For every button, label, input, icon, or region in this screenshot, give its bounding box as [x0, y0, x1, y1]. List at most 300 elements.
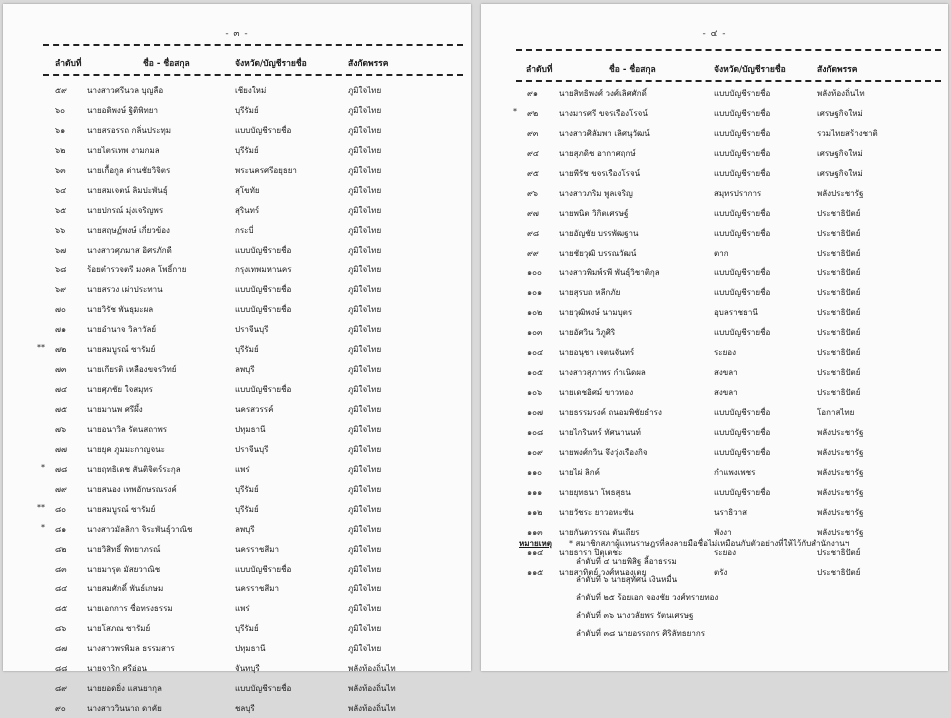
table-row	[481, 123, 948, 143]
row-party: ภูมิใจไทย	[348, 424, 382, 434]
row-number: ๘๘	[55, 664, 68, 674]
row-name: นายยุทธนา โพธสุธน	[559, 487, 631, 497]
table-row	[3, 339, 471, 359]
row-province: บุรีรัมย์	[235, 504, 259, 514]
row-number: ๗๓	[55, 365, 67, 375]
row-province: ปราจีนบุรี	[235, 325, 269, 335]
row-party: ภูมิใจไทย	[348, 185, 382, 195]
table-row	[3, 578, 471, 598]
row-number: ๑๐๑	[527, 288, 543, 298]
table-row	[3, 638, 471, 658]
row-name: นายวัชระ ยาวอหะซัน	[559, 507, 634, 517]
row-number: ๘๓	[55, 564, 67, 574]
row-party: ภูมิใจไทย	[348, 504, 382, 514]
row-party: โอกาสไทย	[817, 408, 855, 417]
row-number: ๗๐	[55, 305, 66, 315]
table-row	[3, 379, 471, 399]
row-name: นางสาวศรีนวล บุญลือ	[87, 86, 164, 95]
row-party: ภูมิใจไทย	[348, 305, 382, 315]
row-name: นายเดชอิศม์ ขาวทอง	[559, 388, 634, 398]
row-province: สุโขทัย	[235, 185, 260, 195]
row-province: แบบบัญชีรายชื่อ	[714, 487, 771, 497]
row-party: พลังประชารัฐ	[817, 467, 864, 477]
row-name: นางสาวศุภมาส อิศรภักดี	[87, 245, 172, 255]
table-row	[3, 160, 471, 180]
row-name: นายธรรมรงค์ ถนอมพิชัยธำรง	[559, 408, 662, 417]
table-row	[3, 319, 471, 339]
row-number: ๖๕	[55, 205, 67, 215]
row-party: ประชาธิปัตย์	[817, 368, 861, 378]
row-party: ภูมิใจไทย	[348, 484, 382, 494]
row-number: ๖๓	[55, 165, 66, 175]
row-number: ๖๗	[55, 245, 67, 255]
table-row	[481, 462, 948, 482]
header-province: จังหวัด/บัญชีรายชื่อ	[714, 65, 786, 75]
row-province: สงขลา	[714, 368, 738, 378]
row-province: กำแพงเพชร	[714, 467, 756, 477]
row-name: นายไกรินทร์ ทัศนานนท์	[559, 427, 641, 437]
row-number: ๕๙	[55, 86, 67, 95]
row-province: พระนครศรีอยุธยา	[235, 165, 297, 175]
row-province: แบบบัญชีรายชื่อ	[714, 408, 771, 417]
member-list	[3, 80, 471, 718]
row-party: พลังประชารัฐ	[817, 427, 864, 437]
row-party: ประชาธิปัตย์	[817, 348, 861, 358]
row-number: ๗๒	[55, 345, 67, 355]
row-number: ๗๗	[55, 444, 68, 454]
row-name: นายสนอง เทพอักษรณรงค์	[87, 484, 177, 494]
table-row	[481, 282, 948, 302]
row-province: แบบบัญชีรายชื่อ	[714, 447, 771, 457]
row-name: ร้อยตำรวจตรี มงคล โพธิ์กาย	[87, 265, 187, 275]
header-no: ลำดับที่	[526, 65, 553, 75]
row-province: อุบลราชธานี	[714, 308, 758, 318]
row-province: บุรีรัมย์	[235, 345, 259, 355]
page-number: - ๓ -	[225, 29, 249, 39]
row-number: ๙๙	[527, 248, 539, 258]
row-party: พลังประชารัฐ	[817, 447, 864, 457]
row-party: ภูมิใจไทย	[348, 245, 382, 255]
row-party: รวมไทยสร้างชาติ	[817, 128, 878, 138]
row-province: แบบบัญชีรายชื่อ	[235, 305, 292, 315]
row-number: ๖๔	[55, 185, 67, 195]
table-row	[3, 279, 471, 299]
row-name: นายเกียรติ เหลืองขจรวิทย์	[87, 365, 177, 375]
row-name: นายอำนาจ วิลาวัลย์	[87, 325, 157, 335]
row-province: แบบบัญชีรายชื่อ	[714, 168, 771, 178]
table-row	[481, 103, 948, 123]
table-row	[3, 539, 471, 559]
table-row	[481, 143, 948, 163]
row-province: นครสวรรค์	[235, 405, 274, 414]
row-party: เศรษฐกิจใหม่	[817, 168, 863, 178]
row-province: บุรีรัมย์	[235, 105, 259, 115]
header-name: ชื่อ - ชื่อสกุล	[143, 59, 190, 69]
row-name: นายพีรัช ขจรเรืองโรจน์	[559, 168, 641, 178]
row-name: นายธารา ปิตุเตชะ	[559, 547, 623, 557]
row-party: พลังท้องถิ่นไท	[348, 704, 396, 714]
table-row	[3, 678, 471, 698]
row-party: ประชาธิปัตย์	[817, 328, 861, 338]
table-row	[3, 419, 471, 439]
row-number: ๙๕	[527, 168, 539, 178]
header-rule-top	[43, 44, 463, 46]
header-rule-top	[516, 49, 941, 51]
row-province: สงขลา	[714, 388, 738, 398]
row-province: แบบบัญชีรายชื่อ	[235, 564, 292, 574]
table-row	[3, 519, 471, 539]
row-number: ๙๓	[527, 128, 539, 138]
row-province: แบบบัญชีรายชื่อ	[714, 208, 771, 218]
table-row	[3, 698, 471, 718]
row-party: ภูมิใจไทย	[348, 564, 382, 574]
row-number: ๑๐๕	[527, 368, 544, 378]
row-number: ๑๑๒	[527, 507, 543, 517]
row-party: พลังประชารัฐ	[817, 188, 864, 198]
row-party: ประชาธิปัตย์	[817, 268, 861, 278]
table-row	[481, 342, 948, 362]
row-party: ประชาธิปัตย์	[817, 248, 861, 258]
row-province: นครราชสีมา	[235, 584, 279, 594]
table-row	[481, 402, 948, 422]
row-province: ปทุมธานี	[235, 424, 266, 434]
row-province: นราธิวาส	[714, 507, 748, 517]
row-number: ๙๒	[527, 108, 539, 118]
table-row	[3, 200, 471, 220]
row-name: นายอนุชา เจตนจันทร์	[559, 348, 635, 358]
row-name: นางสาวศิลัมพา เลิศนุวัฒน์	[559, 128, 650, 138]
table-row	[3, 559, 471, 579]
row-number: ๑๑๔	[527, 547, 544, 557]
row-number: ๑๐๗	[527, 408, 543, 417]
header-province: จังหวัด/บัญชีรายชื่อ	[235, 59, 307, 69]
row-name: นายโสภณ ซารัมย์	[87, 624, 151, 634]
table-row	[3, 459, 471, 479]
row-party: ภูมิใจไทย	[348, 105, 382, 115]
row-name: นายปกรณ์ มุ่งเจริญพร	[87, 205, 164, 215]
row-number: ๑๐๒	[527, 308, 543, 318]
table-row	[481, 562, 948, 582]
row-province: กรุงเทพมหานคร	[235, 265, 292, 275]
row-number: ๖๖	[55, 225, 66, 235]
row-province: แพร่	[235, 604, 250, 614]
row-party: ภูมิใจไทย	[348, 225, 382, 235]
row-name: นายวิสิทธิ์ พิทยาภรณ์	[87, 544, 161, 554]
row-mark: **	[37, 502, 45, 512]
row-name: นายอัศวิน วิภูศิริ	[559, 328, 616, 338]
row-party: ภูมิใจไทย	[348, 205, 382, 215]
row-name: นายสฤษฏ์พงษ์ เกี่ยวข้อง	[87, 225, 170, 235]
table-row	[481, 322, 948, 342]
table-row	[481, 83, 948, 103]
row-province: แบบบัญชีรายชื่อ	[714, 89, 771, 98]
row-province: ระยอง	[714, 348, 736, 358]
row-province: เชียงใหม่	[235, 86, 267, 95]
row-province: ชลบุรี	[235, 704, 255, 714]
row-province: แบบบัญชีรายชื่อ	[714, 128, 771, 138]
row-name: นายพนิต วิกิตเศรษฐ์	[559, 208, 629, 218]
row-number: ๘๑	[55, 524, 67, 534]
row-province: บุรีรัมย์	[235, 624, 259, 634]
row-name: นายสาทิตย์ วงศ์หนองเตย	[559, 567, 647, 577]
row-number: ๗๕	[55, 405, 68, 414]
row-province: นครราชสีมา	[235, 544, 279, 554]
row-party: ประชาธิปัตย์	[817, 388, 861, 398]
table-row	[3, 299, 471, 319]
row-number: ๖๑	[55, 125, 66, 135]
table-row	[3, 658, 471, 678]
note-line: * สมาชิกสภาผู้แทนราษฎรที่ลงลายมือชื่อไม่เหมือนกับตัวอย่างที่ให้ไว้กับสำนักงานฯ	[569, 539, 850, 548]
row-province: แบบบัญชีรายชื่อ	[714, 288, 771, 298]
row-name: นายสุรบถ หลีกภัย	[559, 288, 621, 298]
row-party: ประชาธิปัตย์	[817, 228, 861, 238]
table-row	[481, 262, 948, 282]
row-number: ๑๐๐	[527, 268, 542, 278]
row-name: นายสุภดิช อากาศฤกษ์	[559, 148, 636, 158]
table-row	[481, 422, 948, 442]
row-party: ประชาธิปัตย์	[817, 288, 861, 298]
row-mark: **	[37, 343, 45, 353]
row-party: ภูมิใจไทย	[348, 524, 382, 534]
row-party: ประชาธิปัตย์	[817, 547, 861, 557]
row-name: นางมารศรี ขจรเรืองโรจน์	[559, 108, 648, 118]
row-province: บุรีรัมย์	[235, 484, 259, 494]
table-row	[481, 502, 948, 522]
row-number: ๗๑	[55, 325, 67, 335]
row-province: ตรัง	[714, 567, 728, 577]
header-rule-bottom	[43, 74, 463, 76]
row-number: ๑๐๖	[527, 388, 543, 398]
row-mark: *	[41, 462, 45, 472]
row-party: ภูมิใจไทย	[348, 165, 382, 175]
row-number: ๑๐๘	[527, 427, 544, 437]
row-province: สุรินทร์	[235, 205, 260, 215]
table-row	[3, 240, 471, 260]
row-mark: *	[513, 106, 517, 116]
header-rule-bottom	[516, 80, 941, 82]
row-name: นายชัยวุฒิ บรรณวัฒน์	[559, 248, 637, 258]
row-name: นายกันตวรรณ ตันเถียร	[559, 527, 640, 537]
row-number: ๘๐	[55, 504, 67, 514]
note-label: หมายเหตุ	[519, 539, 552, 548]
row-province: ตาก	[714, 248, 729, 258]
row-number: ๙๐	[55, 704, 66, 714]
table-row	[3, 499, 471, 519]
table-row	[481, 203, 948, 223]
row-number: ๙๔	[527, 148, 539, 158]
row-name: นายสิทธิพงศ์ วงศ์เลิศศักดิ์	[559, 89, 647, 98]
row-party: ภูมิใจไทย	[348, 365, 382, 375]
row-number: ๑๑๓	[527, 527, 543, 537]
header-party: สังกัดพรรค	[348, 59, 389, 69]
row-province: แบบบัญชีรายชื่อ	[235, 385, 292, 395]
row-number: ๘๔	[55, 584, 68, 594]
row-party: ภูมิใจไทย	[348, 544, 382, 554]
table-row	[3, 259, 471, 279]
row-name: นางสาวพิมพ์รพี พันธุ์วิชาติกุล	[559, 268, 660, 278]
row-party: พลังท้องถิ่นไท	[817, 89, 865, 98]
row-party: ภูมิใจไทย	[348, 265, 382, 275]
row-mark: *	[41, 522, 45, 532]
row-name: นายสมเจตน์ ลิมปะพันธุ์	[87, 185, 168, 195]
row-party: ภูมิใจไทย	[348, 86, 382, 95]
row-number: ๑๑๕	[527, 567, 544, 577]
row-number: ๘๕	[55, 604, 68, 614]
row-name: นายยุค ภูมมะกาญจนะ	[87, 444, 165, 454]
row-party: เศรษฐกิจใหม่	[817, 148, 863, 158]
row-number: ๗๘	[55, 464, 68, 474]
row-number: ๑๐๓	[527, 328, 543, 338]
row-name: นายมานพ ศรีผึ้ง	[87, 405, 143, 414]
table-row	[3, 598, 471, 618]
table-row	[3, 220, 471, 240]
note-line: ลำดับที่ ๒๕ ร้อยเอก จองชัย วงศ์ทรายทอง	[576, 593, 719, 602]
row-name: นายไผ่ ลิกค์	[559, 467, 600, 477]
row-party: พลังท้องถิ่นไท	[348, 664, 396, 674]
row-party: ประชาธิปัตย์	[817, 567, 861, 577]
table-row	[481, 223, 948, 243]
row-name: นายอัญชัย บรรพัฒฐาน	[559, 228, 639, 238]
row-province: ลพบุรี	[235, 365, 255, 375]
row-party: ภูมิใจไทย	[348, 464, 382, 474]
row-province: แบบบัญชีรายชื่อ	[714, 228, 771, 238]
header-name: ชื่อ - ชื่อสกุล	[609, 65, 656, 75]
row-number: ๗๔	[55, 385, 68, 395]
row-number: ๙๑	[527, 89, 538, 98]
row-province: สมุทรปราการ	[714, 188, 762, 198]
table-row	[3, 120, 471, 140]
header-no: ลำดับที่	[55, 59, 82, 69]
row-province: ลพบุรี	[235, 524, 255, 534]
row-name: นายอดิพงษ์ ฐิติพิทยา	[87, 105, 158, 115]
row-province: ระยอง	[714, 547, 736, 557]
row-province: บุรีรัมย์	[235, 145, 259, 155]
row-province: ปราจีนบุรี	[235, 444, 269, 454]
row-party: ภูมิใจไทย	[348, 405, 382, 414]
table-row	[481, 183, 948, 203]
row-name: นางสาวสุภาพร กำเนิดผล	[559, 368, 646, 378]
table-row	[3, 140, 471, 160]
row-name: นายพงศ์กวิน จึงวุ่งเรืองกิจ	[559, 447, 648, 457]
row-party: ภูมิใจไทย	[348, 285, 382, 295]
table-row	[481, 362, 948, 382]
note-line: ลำดับที่ ๓๘ นายอรรถกร ศิริลัทธยากร	[576, 629, 705, 638]
row-name: นายจาริก ศรีอ่อน	[87, 664, 147, 674]
row-province: แบบบัญชีรายชื่อ	[714, 108, 771, 118]
row-province: แบบบัญชีรายชื่อ	[235, 285, 292, 295]
row-province: แบบบัญชีรายชื่อ	[235, 245, 292, 255]
row-number: ๖๒	[55, 145, 66, 155]
row-party: ภูมิใจไทย	[348, 125, 382, 135]
row-province: แบบบัญชีรายชื่อ	[235, 125, 292, 135]
table-row	[3, 80, 471, 100]
row-province: แบบบัญชีรายชื่อ	[714, 427, 771, 437]
row-name: นางสาวพรพิมล ธรรมสาร	[87, 644, 175, 654]
row-name: นายสมศักดิ์ พันธ์เกษม	[87, 584, 164, 594]
table-row	[3, 618, 471, 638]
row-number: ๙๘	[527, 228, 540, 238]
table-row	[481, 243, 948, 263]
table-row	[3, 479, 471, 499]
row-party: ภูมิใจไทย	[348, 345, 382, 355]
row-party: ภูมิใจไทย	[348, 145, 382, 155]
row-name: นายเอกการ ซื่อทรงธรรม	[87, 604, 173, 614]
row-party: ภูมิใจไทย	[348, 584, 382, 594]
table-row	[481, 382, 948, 402]
row-name: นายอนาวิล รัตนสถาพร	[87, 424, 168, 434]
row-number: ๑๐๙	[527, 447, 543, 457]
row-party: ภูมิใจไทย	[348, 385, 382, 395]
table-row	[481, 163, 948, 183]
row-number: ๖๘	[55, 265, 67, 275]
note-line: ลำดับที่ ๔ นายพิสิฐ ลี้อาธรรม	[576, 557, 677, 566]
note-line: ลำดับที่ ๖ นายสุทัศน์ เงินหมื่น	[576, 575, 678, 584]
row-party: ภูมิใจไทย	[348, 444, 382, 454]
row-number: ๗๙	[55, 484, 67, 494]
row-number: ๑๐๔	[527, 348, 544, 358]
row-name: นายยอดยิ่ง แสนยากุล	[87, 684, 162, 694]
row-number: ๙๖	[527, 188, 538, 198]
row-name: นางสาวมัลลิกา จิระพันธุ์วาณิช	[87, 524, 193, 534]
row-name: นายสมบูรณ์ ซารัมย์	[87, 504, 156, 514]
row-number: ๘๒	[55, 544, 67, 554]
row-name: นายวุฒิพงษ์ นามบุตร	[559, 308, 633, 318]
row-province: แบบบัญชีรายชื่อ	[714, 268, 771, 278]
row-name: นายฤทธิเดช สันติจิตร์ระกุล	[87, 464, 181, 474]
left-page	[3, 4, 471, 714]
row-name: นายไตรเทพ งามกมล	[87, 145, 160, 155]
row-province: แบบบัญชีรายชื่อ	[235, 684, 292, 694]
row-party: ภูมิใจไทย	[348, 604, 382, 614]
row-party: ภูมิใจไทย	[348, 325, 382, 335]
table-row	[3, 399, 471, 419]
row-party: พลังประชารัฐ	[817, 487, 864, 497]
table-row	[3, 100, 471, 120]
row-name: นางสาววินนาถ ดาคัย	[87, 704, 162, 714]
member-list	[481, 83, 948, 581]
row-number: ๖๙	[55, 285, 66, 295]
row-party: พลังประชารัฐ	[817, 527, 864, 537]
row-party: เศรษฐกิจใหม่	[817, 108, 863, 118]
row-number: ๘๗	[55, 644, 68, 654]
row-number: ๗๖	[55, 424, 67, 434]
table-row	[481, 302, 948, 322]
row-number: ๙๗	[527, 208, 539, 218]
page-number: - ๔ -	[702, 29, 727, 39]
row-name: นายสรวง เผ่าประทาน	[87, 285, 163, 295]
row-party: พลังท้องถิ่นไท	[348, 684, 396, 694]
row-party: ประชาธิปัตย์	[817, 208, 861, 218]
table-row	[3, 439, 471, 459]
header-party: สังกัดพรรค	[817, 65, 858, 75]
row-number: ๑๑๑	[527, 487, 543, 497]
right-page	[481, 4, 948, 671]
table-row	[481, 442, 948, 462]
row-name: นายเกื้อกูล ด่านชัยวิจิตร	[87, 165, 171, 175]
row-province: แบบบัญชีรายชื่อ	[714, 328, 771, 338]
row-province: แพร่	[235, 464, 250, 474]
row-name: นางสาวภริม พูลเจริญ	[559, 188, 633, 198]
row-party: พลังประชารัฐ	[817, 507, 864, 517]
row-number: ๑๑๐	[527, 467, 543, 477]
table-row	[3, 180, 471, 200]
row-number: ๘๖	[55, 624, 67, 634]
row-province: พังงา	[714, 527, 732, 537]
row-number: ๖๐	[55, 105, 65, 115]
row-province: กระบี่	[235, 225, 254, 235]
row-party: ภูมิใจไทย	[348, 624, 382, 634]
row-province: แบบบัญชีรายชื่อ	[714, 148, 771, 158]
